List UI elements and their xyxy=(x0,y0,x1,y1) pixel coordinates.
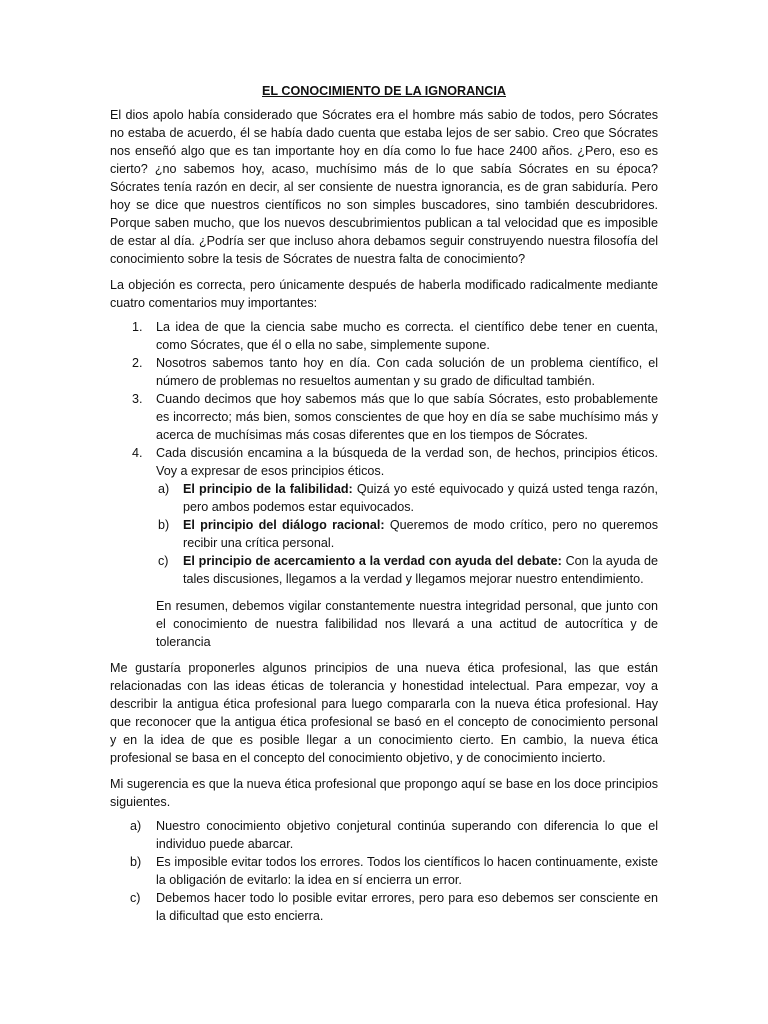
list-marker: b) xyxy=(130,855,142,869)
principle-name: El principio de acercamiento a la verdad con ayuda del debate: xyxy=(183,554,562,568)
list-item xyxy=(110,552,658,588)
list-item-text: Nosotros sabemos tanto hoy en día. Con cada solución de un problema científico, el número de problemas no resueltos aumentan y su grado de dificultad también. xyxy=(156,356,658,388)
list-item xyxy=(110,444,658,480)
principles-list xyxy=(110,817,658,925)
list-item-text: Cuando decimos que hoy sabemos más que lo que sabía Sócrates, esto probablemente es incorrecto; más bien, somos conscientes de que hoy en día se sabe muchísimo más y acerca de muchísimas más cosas diferentes que en los tiempos de Sócrates. xyxy=(156,392,658,442)
list-item xyxy=(110,853,658,889)
principle-name: El principio del diálogo racional: xyxy=(183,518,385,532)
list-marker: 2. xyxy=(132,356,143,370)
list-marker: 1. xyxy=(132,320,143,334)
list-item xyxy=(110,817,658,853)
list-marker: 4. xyxy=(132,446,143,460)
principle-name: El principio de la falibilidad: xyxy=(183,482,353,496)
list-item-text: Es imposible evitar todos los errores. Todos los científicos lo hacen continuamente, existe la obligación de evitarlo: la idea en sí encierra un error. xyxy=(156,855,658,887)
principle-text: Queremos de modo crítico, pero no queremos recibir una crítica personal. xyxy=(183,518,658,550)
ethical-principles-list xyxy=(110,480,658,588)
list-item-text: Debemos hacer todo lo posible evitar errores, pero para eso debemos ser consciente en la dificultad que esto encierra. xyxy=(156,891,658,923)
list-marker: 3. xyxy=(132,392,143,406)
principle-text: Quizá yo esté equivocado y quizá usted tenga razón, pero ambos podemos estar equivocados. xyxy=(183,482,658,514)
list-marker: c) xyxy=(130,891,141,905)
objection-paragraph: La objeción es correcta, pero únicamente después de haberla modificado radicalmente mediante cuatro comentarios muy importantes: xyxy=(110,278,658,310)
list-item-text: Nuestro conocimiento objetivo conjetural continúa superando con diferencia lo que el individuo puede abarcar. xyxy=(156,819,658,851)
list-item xyxy=(110,318,658,354)
document-title: EL CONOCIMIENTO DE LA IGNORANCIA xyxy=(262,84,506,98)
list-marker: c) xyxy=(158,554,169,568)
list-item-text: La idea de que la ciencia sabe mucho es correcta. el científico debe tener en cuenta, como Sócrates, que él o ella no sabe, simplemente supone. xyxy=(156,320,658,352)
summary-paragraph: En resumen, debemos vigilar constantemente nuestra integridad personal, que junto con el conocimiento de nuestra falibilidad nos llevará a una actitud de autocrítica y de tolerancia xyxy=(156,599,658,649)
list-marker: a) xyxy=(130,819,142,833)
list-item xyxy=(110,390,658,444)
intro-paragraph: El dios apolo había considerado que Sócrates era el hombre más sabio de todos, pero Sócrates no estaba de acuerdo, él se había dado cuenta que estaba lejos de ser sabio. Creo que Sócrates nos enseñó algo que es tan importante hoy en día como lo fue hace 2400 años. ¿Pero, eso es cierto? ¿no sabemos hoy, acaso, muchísimo más de lo que sabía Sócrates en su época? Sócrates tenía razón en decir, al ser consiente de nuestra ignorancia, es de gran sabiduría. Pero hoy se dice que nuestros científicos no son simples buscadores, sino también descubridores. Porque saben mucho, que los nuevos descubrimientos publican a tal velocidad que es imposible de estar al día. ¿Podría ser que incluso ahora debamos seguir construyendo nuestra filosofía del conocimiento sobre la tesis de Sócrates de nuestra falta de conocimiento? xyxy=(110,108,658,266)
suggestion-paragraph: Mi sugerencia es que la nueva ética profesional que propongo aquí se base en los doce principios siguientes. xyxy=(110,777,658,809)
list-marker: a) xyxy=(158,482,170,496)
ethics-paragraph: Me gustaría proponerles algunos principios de una nueva ética profesional, las que están relacionadas con las ideas éticas de tolerancia y honestidad intelectual. Para empezar, voy a describir la antigua ética profesional para luego compararla con la nueva ética profesional. Hay que reconocer que la antigua ética profesional se basó en el concepto de conocimiento personal y en la idea de que es posible llegar a un conocimiento cierto. En cambio, la nueva ética profesional se basa en el concepto del conocimiento objetivo, y de conocimiento incierto. xyxy=(110,661,658,765)
list-item xyxy=(110,889,658,925)
principle-text: Con la ayuda de tales discusiones, llegamos a la verdad y llegamos mejorar nuestro entendimiento. xyxy=(183,554,658,586)
list-item-text: Cada discusión encamina a la búsqueda de la verdad son, de hechos, principios éticos. Voy a expresar de esos principios éticos. xyxy=(156,446,658,478)
list-item xyxy=(110,354,658,390)
list-item xyxy=(110,516,658,552)
list-item xyxy=(110,480,658,516)
numbered-list xyxy=(110,318,658,651)
list-marker: b) xyxy=(158,518,170,532)
